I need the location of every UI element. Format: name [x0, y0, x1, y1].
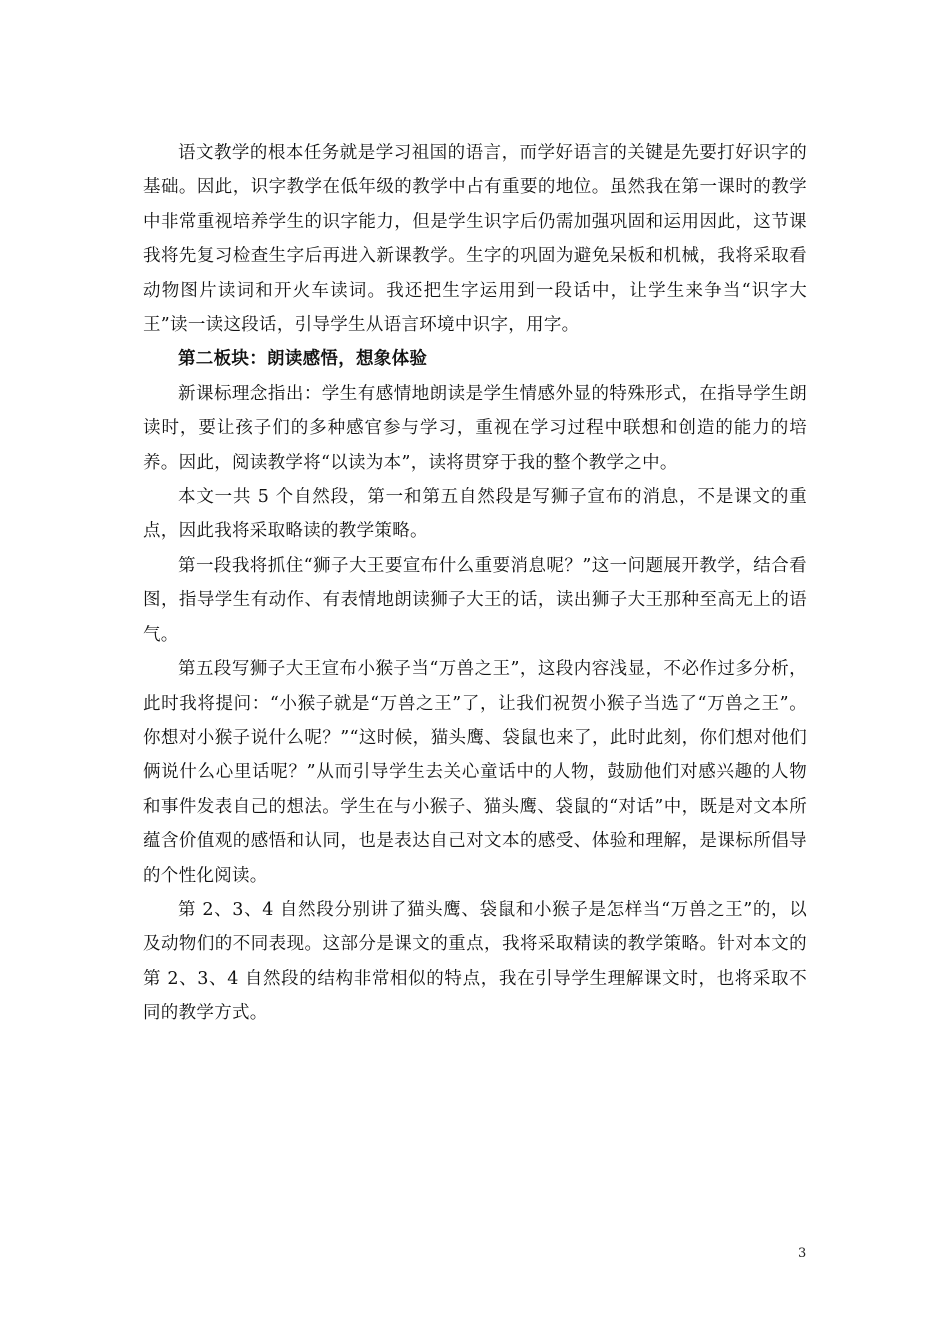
page-number: 3 — [798, 1246, 807, 1261]
paragraph-fifth-section: 第五段写狮子大王宣布小猴子当“万兽之王”，这段内容浅显，不必作过多分析，此时我将提问：“小猴子就是“万兽之王”了，让我们祝贺小猴子当选了“万兽之王”。你想对小猴子说什么呢？”“这时候，猫头鹰、袋鼠也来了，此时此刻，你们想对他们俩说什么心里话呢？”从而引导学生去关心童话中的人物，鼓励他们对感兴趣的人物和事件发表自己的想法。学生在与小猴子、猫头鹰、袋鼠的“对话”中，既是对文本所蕴含价值观的感悟和认同，也是表达自己对文本的感受、体验和理解，是课标所倡导的个性化阅读。 — [143, 659, 807, 886]
paragraph-curriculum-concept: 新课标理念指出：学生有感情地朗读是学生情感外显的特殊形式，在指导学生朗读时，要让孩子们的多种感官参与学习，重视在学习过程中联想和创造的能力的培养。因此，阅读教学将“以读为本”，读将贯穿于我的整个教学之中。 — [143, 383, 807, 473]
paragraph-first-section: 第一段我将抓住“狮子大王要宣布什么重要消息呢？”这一问题展开教学，结合看图，指导学生有动作、有表情地朗读狮子大王的话，读出狮子大王那种至高无上的语气。 — [143, 555, 807, 645]
paragraph-text-overview: 本文一共 5 个自然段，第一和第五自然段是写狮子宣布的消息，不是课文的重点，因此我将采取略读的教学策略。 — [143, 487, 807, 542]
document-body — [143, 136, 807, 1031]
paragraph-middle-sections: 第 2、3、4 自然段分别讲了猫头鹰、袋鼠和小猴子是怎样当“万兽之王”的，以及动物们的不同表现。这部分是课文的重点，我将采取精读的教学策略。针对本文的第 2、3、4 自然段的结构非常相似的特点，我在引导学生理解课文时，也将采取不同的教学方式。 — [143, 899, 807, 1024]
section-heading-reading: 第二板块：朗读感悟，想象体验 — [178, 349, 428, 370]
paragraph-literacy-foundation: 语文教学的根本任务就是学习祖国的语言，而学好语言的关键是先要打好识字的基础。因此，识字教学在低年级的教学中占有重要的地位。虽然我在第一课时的教学中非常重视培养学生的识字能力，但是学生识字后仍需加强巩固和运用因此，这节课我将先复习检查生字后再进入新课教学。生字的巩固为避免呆板和机械，我将采取看动物图片读词和开火车读词。我还把生字运用到一段话中，让学生来争当“识字大王”读一读这段话，引导学生从语言环境中识字，用字。 — [143, 143, 807, 336]
